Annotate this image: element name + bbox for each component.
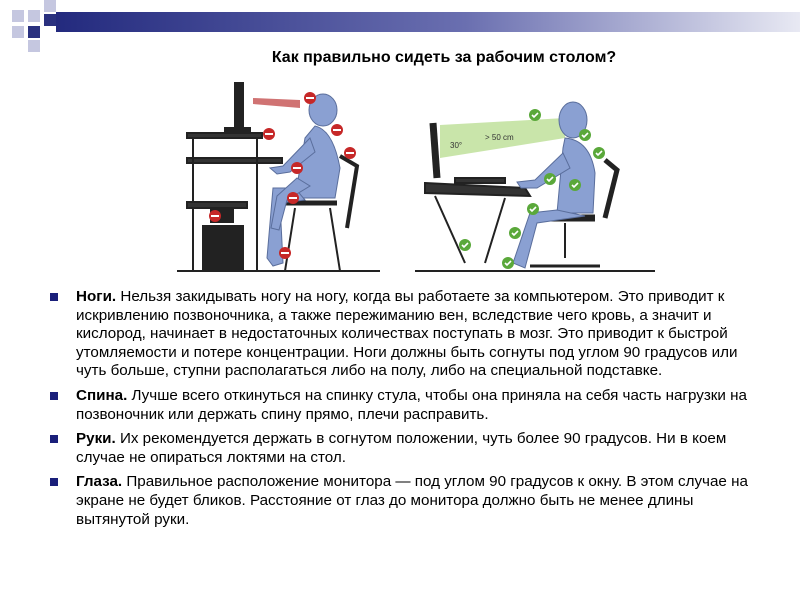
bullet-square-icon — [50, 392, 58, 400]
desk-icon — [425, 178, 530, 263]
bullet-term: Спина. — [76, 386, 128, 404]
bullet-square-icon — [50, 293, 58, 301]
ergonomics-illustration — [165, 78, 655, 276]
list-item — [50, 387, 765, 424]
monitor-icon — [225, 83, 250, 132]
deco-square — [44, 14, 56, 26]
list-item — [50, 288, 765, 381]
deco-square — [28, 10, 40, 22]
bullet-text: Правильное расположение монитора — под углом 90 градусов к окну. В этом случае на экране не будет бликов. Расстояние от глаз до монитора должно быть не менее длины вытянутой руки. — [76, 473, 748, 528]
angle-label: 30° — [450, 141, 463, 150]
header-bar — [56, 12, 800, 32]
bullet-term: Ноги. — [76, 288, 117, 305]
guidelines-list — [50, 288, 765, 535]
bullet-text: Лучше всего откинуться на спинку стула, чтобы она приняла на себя часть нагрузки на позвоночник или держать спину прямо, плечи расправить. — [76, 386, 747, 423]
monitor-icon — [433, 123, 437, 178]
list-item — [50, 473, 765, 529]
deco-square — [28, 26, 40, 38]
bullet-text: Нельзя закидывать ногу на ногу, когда вы работаете за компьютером. Это приводит к искривлению позвоночника, а также пережиманию вен, вследствие чего кровь, а значит и кислород, начинает в недостаточных количествах поступать в мозг. Это приводит к быстрой утомляемости и потере концентрации. Ноги должны быть согнуты под углом 90 градусов или чуть больше, ступни располагаться либо на полу, либо на специальной подставке. — [76, 288, 738, 380]
person-icon — [267, 94, 340, 266]
bullet-term: Руки. — [76, 430, 116, 448]
distance-label: > 50 cm — [485, 133, 514, 142]
bullet-text: Их рекомендуется держать в согнутом положении, чуть более 90 градусов. Ни в коем случае не опираться локтями на стол. — [76, 430, 727, 466]
eye-beam — [253, 98, 300, 108]
slide-title: Как правильно сидеть за рабочим столом? — [271, 49, 617, 66]
deco-square — [44, 0, 56, 12]
bullet-term: Глаза. — [76, 473, 123, 491]
deco-square — [12, 10, 24, 22]
header-decoration — [0, 0, 800, 52]
deco-square — [12, 26, 24, 38]
bullet-square-icon — [50, 478, 58, 486]
bullet-square-icon — [50, 435, 58, 443]
list-item — [50, 430, 765, 467]
